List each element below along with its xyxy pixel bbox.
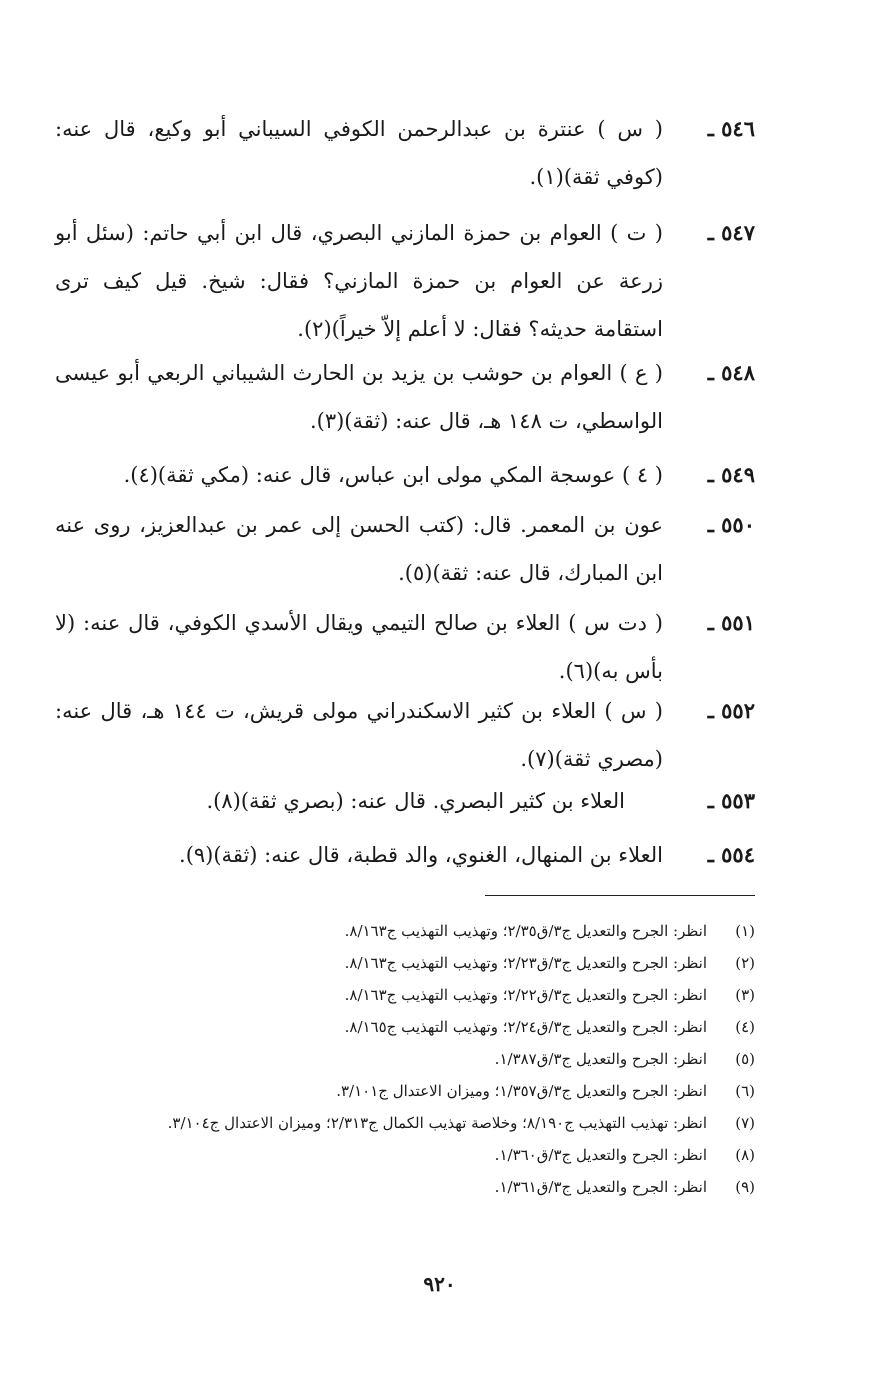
entry-number: ٥٤٨ ـ: [707, 360, 755, 385]
footnote-text: انظر: تهذيب التهذيب ج٨/١٩٠؛ وخلاصة تهذيب الكمال ج٢/٣١٣؛ وميزان الاعتدال ج٣/١٠٤.: [167, 1114, 707, 1132]
page-number: ٩٢٠: [423, 1272, 456, 1296]
entry-553: [55, 777, 755, 831]
entry-number: ٥٤٩ ـ: [707, 462, 755, 487]
entry-551: [55, 599, 755, 687]
footnote: [55, 1139, 755, 1171]
footnote: [55, 1011, 755, 1043]
entry-number: ٥٥٠ ـ: [707, 512, 755, 537]
footnote-number: (٤): [735, 1018, 755, 1036]
entry-number: ٥٥٢ ـ: [707, 698, 755, 723]
entry-text: ( ٤ ) عوسجة المكي مولى ابن عباس، قال عنه: (مكي ثقة)(٤).: [123, 463, 663, 487]
footnote-text: انظر: الجرح والتعديل ج٣/ق٢/٢٣؛ وتهذيب التهذيب ج٨/١٦٣.: [344, 954, 707, 972]
entry-547: [55, 209, 755, 349]
entry-text: عون بن المعمر. قال: (كتب الحسن إلى عمر بن عبدالعزيز، روى عنه ابن المبارك، قال عنه: ثقة)(٥).: [55, 513, 663, 585]
footnote: [55, 947, 755, 979]
footnote: [55, 1075, 755, 1107]
entry-554: [55, 831, 755, 881]
entry-text: ( دت س ) العلاء بن صالح التيمي ويقال الأسدي الكوفي، قال عنه: (لا بأس به)(٦).: [55, 611, 663, 683]
footnote-number: (٧): [735, 1114, 755, 1132]
footnote: [55, 1043, 755, 1075]
entry-number: ٥٥١ ـ: [707, 610, 755, 635]
footnote-number: (٩): [735, 1178, 755, 1196]
entry-text: ( س ) العلاء بن كثير الاسكندراني مولى قريش، ت ١٤٤ هـ، قال عنه: (مصري ثقة)(٧).: [55, 699, 664, 771]
footnote-number: (٢): [735, 954, 755, 972]
entry-549: [55, 451, 755, 501]
entry-number: ٥٤٦ ـ: [707, 116, 755, 141]
entry-546: [55, 105, 755, 209]
entry-text: العلاء بن المنهال، الغنوي، والد قطبة، قال عنه: (ثقة)(٩).: [179, 843, 663, 867]
footnote-text: انظر: الجرح والتعديل ج٣/ق١/٣٦٠.: [494, 1146, 707, 1164]
footnote-number: (٨): [735, 1146, 755, 1164]
entry-550: [55, 501, 755, 599]
footnote-text: انظر: الجرح والتعديل ج٣/ق١/٣٥٧؛ وميزان الاعتدال ج٣/١٠١.: [336, 1082, 707, 1100]
footnote-text: انظر: الجرح والتعديل ج٣/ق١/٣٦١.: [494, 1178, 707, 1196]
footnote-number: (١): [735, 922, 755, 940]
entry-number: ٥٥٤ ـ: [707, 842, 755, 867]
footnote-text: انظر: الجرح والتعديل ج٣/ق٢/٢٢؛ وتهذيب التهذيب ج٨/١٦٣.: [344, 986, 707, 1004]
entry-text: ( ع ) العوام بن حوشب بن يزيد بن الحارث الشيباني الربعي أبو عيسى الواسطي، ت ١٤٨ هـ، قال عنه: (ثقة)(٣).: [55, 361, 663, 433]
entry-text: ( س ) عنترة بن عبدالرحمن الكوفي السيباني أبو وكيع، قال عنه: (كوفي ثقة)(١).: [55, 117, 663, 189]
entries-list: [55, 105, 755, 881]
entry-552: [55, 687, 755, 777]
footnote-number: (٦): [735, 1082, 755, 1100]
footnote-number: (٥): [735, 1050, 755, 1068]
entry-548: [55, 349, 755, 451]
entry-text: ( ت ) العوام بن حمزة المازني البصري، قال ابن أبي حاتم: (سئل أبو زرعة عن العوام بن حمزة المازني؟ فقال: شيخ. قيل كيف ترى استقامة حديثه؟ فقال: لا أعلم إلاّ خيراً)(٢).: [55, 221, 663, 341]
footnote: [55, 1171, 755, 1203]
entry-number: ٥٤٧ ـ: [707, 220, 755, 245]
footnote-text: انظر: الجرح والتعديل ج٣/ق١/٣٨٧.: [494, 1050, 707, 1068]
footnote: [55, 915, 755, 947]
footnote: [55, 1107, 755, 1139]
footnotes-list: [55, 915, 755, 1203]
footnote-number: (٣): [735, 986, 755, 1004]
entry-text: العلاء بن كثير البصري. قال عنه: (بصري ثقة)(٨).: [206, 789, 625, 813]
footnote-text: انظر: الجرح والتعديل ج٣/ق٢/٣٥؛ وتهذيب التهذيب ج٨/١٦٣.: [344, 922, 707, 940]
footnote-divider: [485, 895, 755, 896]
footnote: [55, 979, 755, 1011]
entry-number: ٥٥٣ ـ: [707, 788, 755, 813]
footnote-text: انظر: الجرح والتعديل ج٣/ق٢/٢٤؛ وتهذيب التهذيب ج٨/١٦٥.: [344, 1018, 707, 1036]
